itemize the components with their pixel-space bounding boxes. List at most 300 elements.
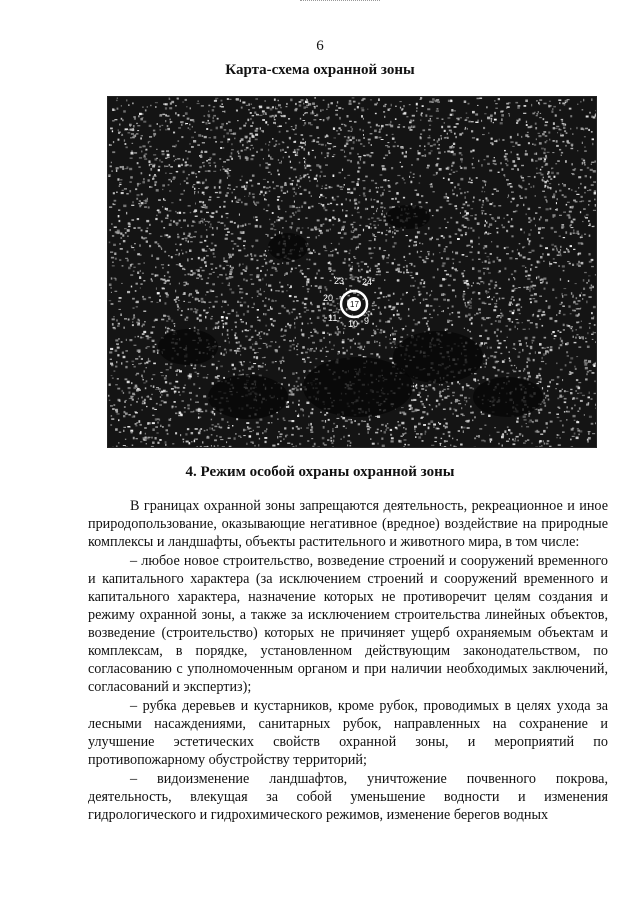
map-speckle [385,336,386,338]
map-speckle [559,102,560,104]
map-speckle [279,217,282,219]
map-speckle [535,123,537,125]
map-speckle [231,158,233,160]
map-speckle [576,437,579,440]
map-speckle [188,375,191,377]
map-speckle [251,366,254,368]
map-speckle [202,441,203,443]
map-speckle [406,116,408,117]
map-speckle [324,414,326,416]
map-speckle [143,156,146,159]
map-speckle [546,208,549,210]
map-speckle [119,185,120,187]
map-speckle [484,303,487,304]
map-speckle [426,258,429,259]
map-speckle [169,107,172,109]
map-speckle [364,346,365,348]
map-speckle [248,195,249,197]
map-speckle [227,231,230,233]
map-speckle [464,196,466,199]
map-speckle [582,142,583,144]
map-speckle [175,254,178,255]
map-speckle [290,390,292,392]
map-speckle [493,297,494,298]
map-speckle [329,309,332,311]
map-speckle [377,208,378,210]
map-speckle [562,293,563,296]
map-speckle [301,384,302,386]
map-speckle [251,115,253,116]
map-speckle [512,250,514,252]
map-speckle [151,280,153,282]
map-speckle [165,332,166,334]
map-speckle [535,323,537,325]
map-speckle [225,274,227,276]
map-speckle [452,306,454,308]
map-speckle [497,329,499,331]
map-speckle [510,186,513,188]
map-speckle [131,150,132,152]
map-speckle [190,143,191,144]
map-speckle [363,130,365,132]
map-speckle [165,158,167,159]
map-speckle [586,373,587,375]
map-speckle [328,419,330,421]
map-speckle [345,420,348,422]
map-speckle [255,341,257,342]
map-speckle [429,209,430,211]
map-speckle [389,227,390,228]
map-speckle [484,181,487,183]
map-speckle [595,381,596,383]
map-speckle [412,285,415,287]
map-speckle [295,268,297,269]
map-speckle [228,425,229,426]
map-speckle [260,270,262,272]
map-speckle [177,387,180,389]
map-speckle [498,172,500,173]
map-speckle [307,323,308,325]
map-speckle [516,436,519,438]
map-speckle [135,290,137,292]
map-speckle [113,404,115,406]
map-speckle [307,259,308,261]
map-speckle [453,172,455,173]
map-speckle [522,349,523,352]
map-speckle [514,289,516,291]
map-speckle [204,115,206,117]
map-speckle [513,443,516,445]
map-speckle [239,302,241,303]
map-speckle [197,373,199,375]
map-speckle [373,213,375,214]
map-speckle [579,407,581,409]
map-speckle [114,119,117,120]
map-speckle [519,352,521,354]
map-speckle [327,439,329,440]
map-speckle [314,443,316,446]
map-speckle [135,188,137,190]
map-speckle [132,324,134,326]
map-speckle [241,364,243,366]
map-speckle [296,372,297,374]
map-speckle [329,219,332,221]
map-speckle [326,356,328,357]
map-speckle [245,271,247,273]
map-speckle [227,98,229,100]
map-speckle [373,221,376,222]
map-speckle [529,241,530,243]
map-speckle [429,135,430,136]
map-speckle [156,403,158,405]
map-speckle [576,421,579,423]
map-speckle [207,374,208,375]
map-speckle [538,158,541,161]
map-speckle [495,108,498,109]
map-speckle [161,394,162,396]
map-speckle [219,265,221,267]
map-speckle [297,151,299,154]
map-speckle [179,307,181,309]
map-speckle [420,97,422,99]
map-speckle [200,411,203,412]
map-speckle [563,127,565,129]
map-speckle [506,164,508,166]
map-speckle [344,156,346,158]
map-speckle [113,316,114,317]
map-speckle [198,101,199,102]
map-speckle [228,438,231,439]
map-speckle [557,376,560,378]
map-speckle [114,253,116,256]
map-speckle [382,194,383,196]
map-speckle [461,160,462,162]
map-speckle [259,338,262,339]
map-speckle [223,206,225,208]
map-speckle [136,283,138,285]
map-speckle [182,400,184,401]
map-speckle [174,146,176,147]
map-speckle [284,420,286,421]
map-speckle [297,149,300,151]
map-speckle [400,319,401,320]
map-speckle [449,435,451,437]
map-speckle [151,437,153,439]
map-speckle [354,420,356,422]
map-speckle [552,249,554,251]
map-speckle [479,312,480,314]
map-speckle [385,179,387,181]
map-speckle [580,237,583,238]
map-speckle [535,225,536,227]
map-speckle [520,195,521,197]
map-speckle [359,195,360,196]
map-speckle [341,416,343,417]
map-speckle [584,361,586,364]
map-speckle [160,296,161,297]
map-speckle [385,223,388,226]
map-speckle [132,393,135,395]
map-speckle [225,261,226,262]
map-speckle [376,274,379,275]
map-speckle [188,302,191,303]
map-speckle [122,166,123,169]
map-speckle [423,261,426,263]
map-speckle [232,254,234,256]
map-speckle [306,99,307,100]
map-speckle [418,291,420,293]
map-speckle [157,123,158,125]
map-speckle [164,377,167,380]
map-speckle [140,287,141,288]
map-speckle [219,274,222,276]
map-speckle [125,366,127,368]
map-speckle [427,251,430,252]
map-speckle [444,122,445,124]
map-speckle [589,296,592,297]
map-speckle [428,423,431,425]
map-speckle [563,324,565,326]
map-speckle [419,242,420,244]
map-speckle [572,330,574,332]
map-speckle [506,441,509,442]
map-speckle [224,129,227,131]
map-speckle [363,137,365,139]
map-speckle [305,352,308,354]
map-speckle [365,176,368,178]
map-speckle [202,142,205,143]
map-speckle [512,312,514,314]
map-speckle [542,227,545,228]
map-speckle [488,262,491,264]
map-speckle [519,185,521,186]
map-speckle [158,388,161,389]
map-speckle [414,431,416,432]
map-speckle [170,366,172,369]
map-speckle [528,233,530,236]
map-speckle [205,170,208,172]
map-speckle [529,290,531,292]
map-speckle [236,186,238,188]
map-speckle [193,121,194,123]
map-speckle [409,253,411,255]
map-speckle [304,113,306,114]
map-speckle [493,160,496,162]
map-speckle [160,278,162,280]
map-speckle [320,171,322,173]
map-speckle [230,221,233,223]
map-speckle [484,245,486,246]
map-speckle [416,107,417,109]
map-speckle [571,189,572,190]
map-speckle [168,424,170,426]
map-speckle [331,273,333,274]
map-speckle [271,422,272,423]
map-speckle [554,335,557,337]
map-speckle [481,210,484,211]
map-speckle [152,407,154,409]
map-speckle [400,337,403,338]
map-speckle [392,231,393,234]
map-speckle [412,329,414,331]
map-speckle [112,262,113,264]
map-speckle [524,368,526,370]
map-speckle [570,245,572,247]
map-speckle [478,270,481,272]
map-speckle [328,104,330,106]
map-speckle [448,100,451,102]
map-speckle [290,161,291,163]
map-speckle [361,261,364,263]
map-speckle [372,443,375,445]
map-speckle [187,225,189,227]
map-speckle [289,178,291,180]
map-speckle [545,353,547,355]
map-speckle [498,272,501,273]
map-speckle [593,316,594,318]
map-speckle [242,144,244,146]
map-speckle [134,411,136,412]
map-speckle [420,175,421,177]
map-speckle [157,352,158,354]
map-speckle [394,242,397,244]
map-speckle [573,200,576,202]
map-speckle [144,427,147,428]
map-speckle [244,248,246,250]
map-speckle [326,351,329,352]
map-speckle [346,350,347,352]
map-speckle [303,125,305,126]
map-speckle [572,264,574,266]
map-speckle [122,234,124,236]
map-speckle [509,304,512,306]
map-speckle [180,314,182,316]
map-speckle [451,402,453,404]
map-speckle [307,174,309,175]
map-speckle [217,378,219,379]
map-speckle [208,277,210,279]
map-speckle [439,168,442,171]
map-speckle [294,322,295,325]
map-speckle [155,426,158,428]
map-speckle [421,417,424,418]
map-speckle [396,192,398,195]
map-speckle [240,100,241,102]
map-speckle [237,348,240,350]
map-speckle [169,236,171,238]
map-speckle [349,445,351,446]
map-speckle [186,177,188,179]
map-speckle [373,225,375,226]
map-speckle [372,303,374,304]
map-speckle [252,336,254,338]
map-speckle [379,247,381,250]
map-speckle [424,317,427,319]
map-speckle [472,230,474,232]
map-speckle [573,219,576,221]
map-speckle [177,158,180,160]
map-speckle [440,443,442,444]
map-speckle [139,200,141,202]
map-speckle [509,257,512,259]
map-speckle [348,295,350,297]
map-speckle [464,167,467,170]
map-speckle [349,258,351,260]
map-speckle [375,136,378,138]
map-speckle [145,433,146,435]
map-speckle [129,190,131,192]
map-speckle [538,412,540,414]
map-speckle [548,307,551,309]
map-speckle [138,420,140,423]
map-speckle [565,364,567,366]
map-speckle [428,137,431,139]
map-speckle [150,164,153,165]
map-speckle [257,267,259,269]
map-speckle [415,190,418,191]
map-speckle [150,385,152,387]
map-speckle [365,225,368,227]
map-speckle [443,251,446,253]
map-speckle [377,232,380,233]
map-speckle [203,395,206,397]
map-speckle [265,274,267,276]
map-speckle [453,110,456,111]
map-speckle [439,395,442,397]
map-speckle [482,200,484,202]
map-speckle [112,130,113,132]
map-speckle [588,220,589,222]
map-speckle [320,339,323,342]
map-speckle [496,293,499,294]
map-speckle [178,300,180,301]
map-speckle [321,188,323,189]
map-speckle [205,265,207,267]
map-speckle [269,191,271,192]
map-speckle [374,238,376,241]
map-speckle [202,182,205,184]
map-speckle [251,255,252,257]
map-speckle [342,108,344,109]
map-speckle [231,240,234,242]
map-speckle [578,187,579,189]
map-speckle [380,430,382,431]
map-speckle [413,120,414,122]
map-speckle [344,184,345,186]
map-speckle [142,145,145,147]
map-speckle [313,250,314,252]
map-speckle [260,288,261,291]
map-speckle [538,232,540,234]
map-speckle [352,226,353,228]
map-speckle [333,435,334,437]
map-speckle [360,216,362,218]
map-speckle [112,120,115,121]
map-speckle [511,274,513,276]
map-speckle [221,100,223,102]
map-speckle [284,307,286,309]
map-speckle [246,330,249,331]
map-speckle [539,375,541,377]
map-speckle [175,244,177,245]
map-speckle [490,233,492,234]
map-speckle [542,179,544,181]
map-speckle [551,172,554,174]
map-speckle [350,136,351,137]
map-speckle [460,167,462,169]
page-number: 6 [316,38,324,54]
map-speckle [278,290,280,291]
